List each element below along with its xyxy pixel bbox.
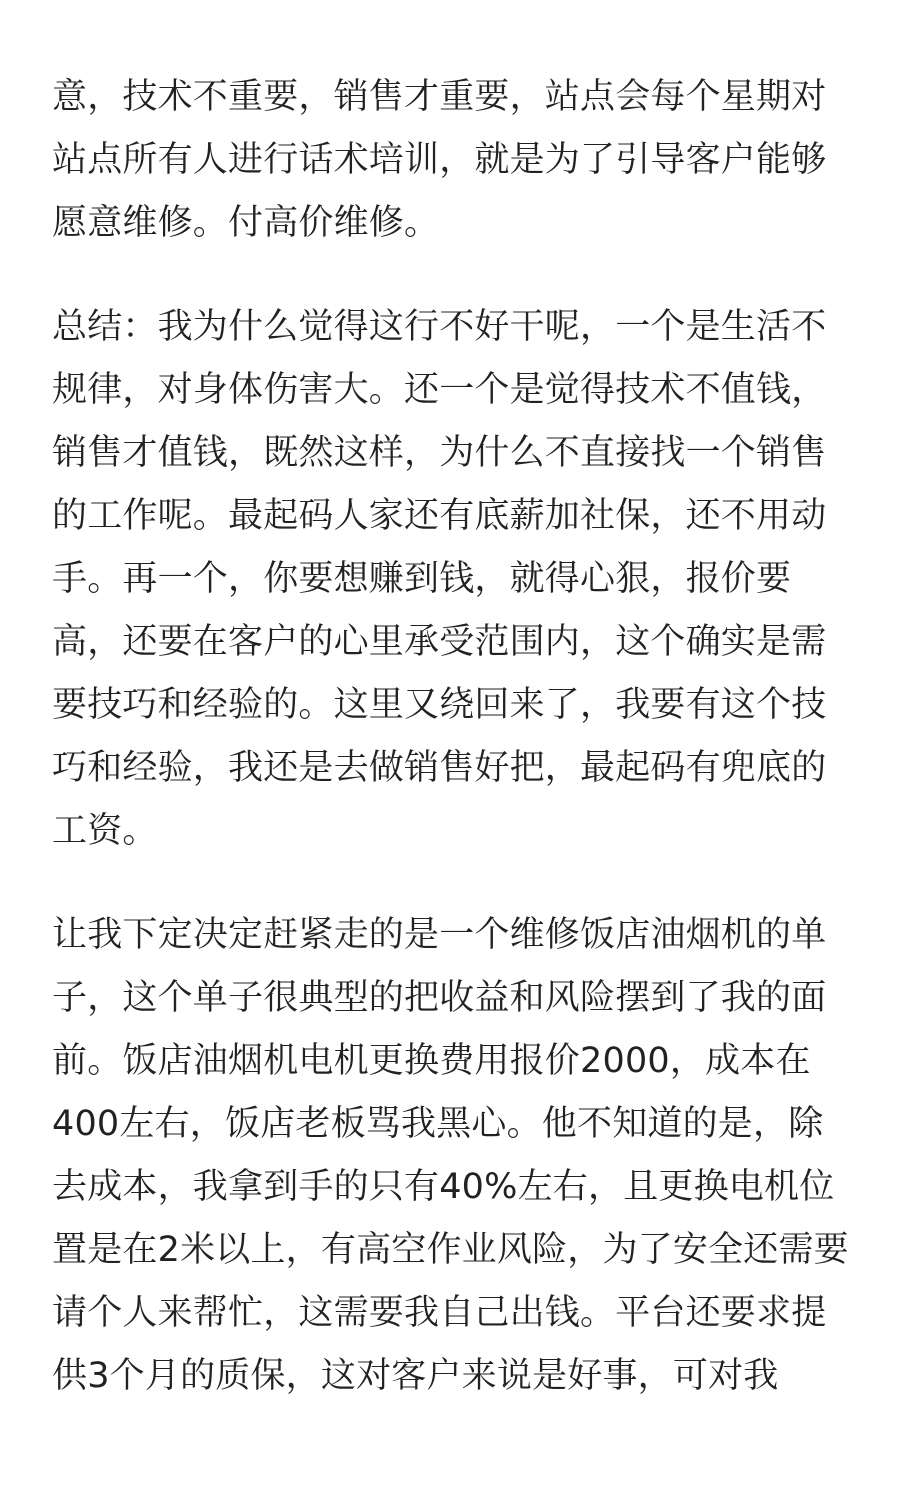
paragraph-range-hood-order: 让我下定决定赶紧走的是一个维修饭店油烟机的单子，这个单子很典型的把收益和风险摆到了我的面前。饭店油烟机电机更换费用报价2000，成本在400左右，饭店老板骂我黑心。他不知道的是，除去成本，我拿到手的只有40%左右，且更换电机位置是在2米以上，有高空作业风险，为了安全还需要请个人来帮忙，这需要我自己出钱。平台还要求提供3个月的质保，这对客户来说是好事，可对我 <box>52 915 849 1396</box>
article-body <box>52 66 850 1408</box>
paragraph-training: 意，技术不重要，销售才重要，站点会每个星期对站点所有人进行话术培训，就是为了引导客户能够愿意维修。付高价维修。 <box>52 77 827 243</box>
paragraph-summary: 总结：我为什么觉得这行不好干呢，一个是生活不规律，对身体伤害大。还一个是觉得技术不值钱，销售才值钱，既然这样，为什么不直接找一个销售的工作呢。最起码人家还有底薪加社保，还不用动手。再一个，你要想赚到钱，就得心狠，报价要高，还要在客户的心里承受范围内，这个确实是需要技巧和经验的。这里又绕回来了，我要有这个技巧和经验，我还是去做销售好把，最起码有兜底的工资。 <box>52 307 827 851</box>
